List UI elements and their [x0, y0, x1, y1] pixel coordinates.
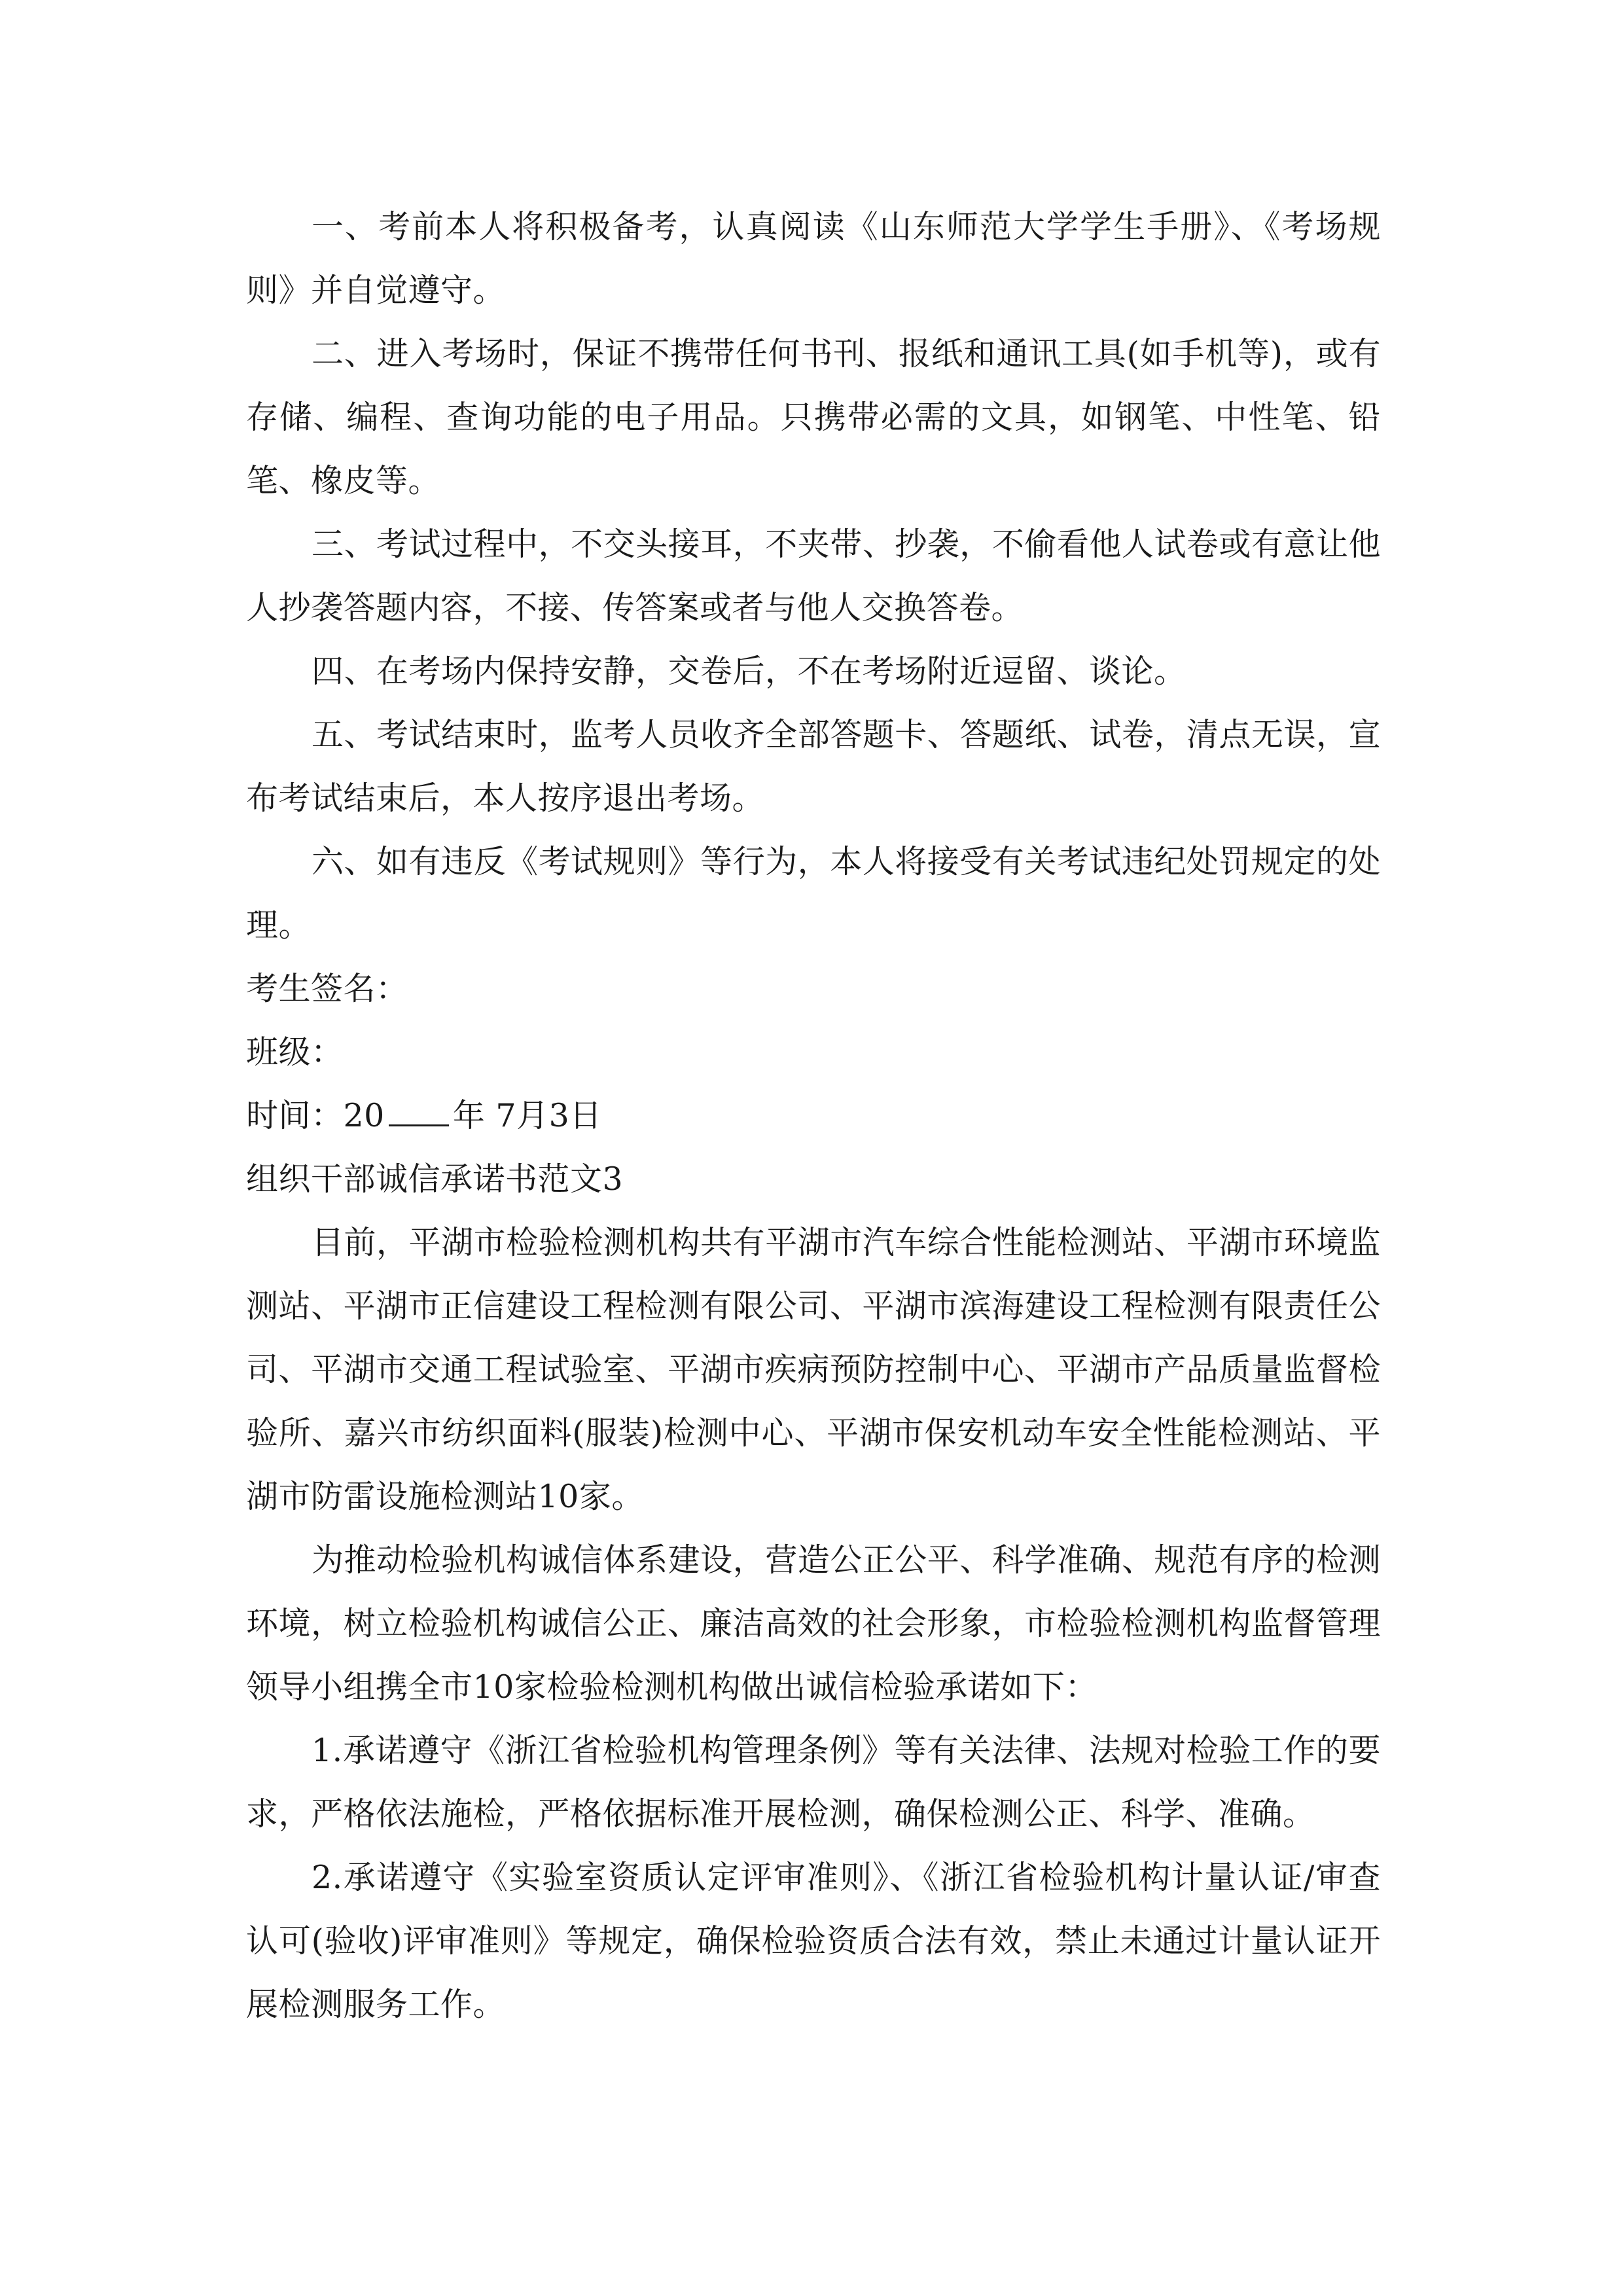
- year-blank: [389, 1098, 449, 1126]
- purpose-paragraph: 为推动检验机构诚信体系建设，营造公正公平、科学准确、规范有序的检测环境，树立检验机构诚信公正、廉洁高效的社会形象，市检验检测机构监督管理领导小组携全市10家检验检测机构做出诚信检验承诺如下：: [246, 1541, 1381, 1706]
- pledge-item-5: 五、考试结束时，监考人员收齐全部答题卡、答题纸、试卷，清点无误，宣布考试结束后，本人按序退出考场。: [246, 716, 1381, 817]
- pledge-item-3: 三、考试过程中，不交头接耳，不夹带、抄袭，不偷看他人试卷或有意让他人抄袭答题内容，不接、传答案或者与他人交换答卷。: [246, 526, 1381, 626]
- pledge-item-2: 二、进入考场时，保证不携带任何书刊、报纸和通讯工具(如手机等)，或有存储、编程、查询功能的电子用品。只携带必需的文具，如钢笔、中性笔、铅笔、橡皮等。: [246, 335, 1381, 499]
- intro-paragraph: 目前，平湖市检验检测机构共有平湖市汽车综合性能检测站、平湖市环境监测站、平湖市正信建设工程检测有限公司、平湖市滨海建设工程检测有限责任公司、平湖市交通工程试验室、平湖市疾病预防控制中心、平湖市产品质量监督检验所、嘉兴市纺织面料(服装)检测中心、平湖市保安机动车安全性能检测站、平湖市防雷设施检测站10家。: [246, 1224, 1381, 1515]
- class-label: 班级：: [246, 1033, 344, 1071]
- time-suffix: 年 7月3日: [452, 1097, 602, 1134]
- pledge-item-6: 六、如有违反《考试规则》等行为，本人将接受有关考试违纪处罚规定的处理。: [246, 843, 1381, 944]
- pledge-item-1: 一、考前本人将积极备考，认真阅读《山东师范大学学生手册》、《考场规则》并自觉遵守。: [246, 208, 1381, 309]
- document-body: [246, 195, 1381, 2036]
- pledge-item-4: 四、在考场内保持安静，交卷后，不在考场附近逗留、谈论。: [312, 653, 1186, 690]
- time-line: [246, 1084, 1381, 1147]
- signature-label: 考生签名：: [246, 970, 408, 1007]
- time-prefix: 时间：20: [246, 1097, 385, 1134]
- commitment-item-2: 2.承诺遵守《实验室资质认定评审准则》、《浙江省检验机构计量认证/审查认可(验收)评审准则》等规定，确保检验资质合法有效，禁止未通过计量认证开展检测服务工作。: [246, 1859, 1381, 2023]
- commitment-item-1: 1.承诺遵守《浙江省检验机构管理条例》等有关法律、法规对检验工作的要求，严格依法施检，严格依据标准开展检测，确保检测公正、科学、准确。: [246, 1732, 1381, 1833]
- section-title: 组织干部诚信承诺书范文3: [246, 1160, 624, 1198]
